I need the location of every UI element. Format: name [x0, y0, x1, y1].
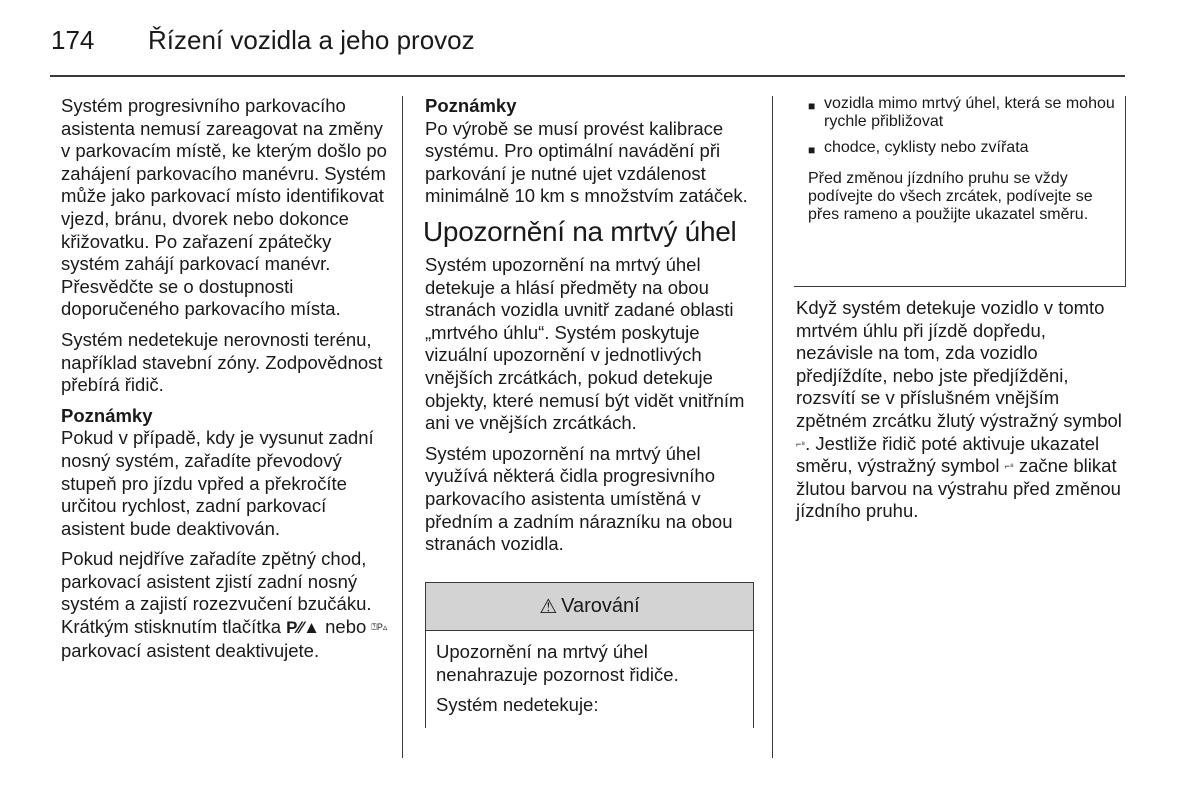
note-text: Pokud v případě, kdy je vysunut zadní nosný systém, zařadíte převodový stupeň pro jízdu vpřed a překročíte určitou rychlost, zadní parkovací asistent bude deaktivován.	[61, 427, 374, 539]
warning-body	[426, 631, 753, 717]
paragraph	[796, 297, 1126, 523]
column-divider-right	[772, 96, 773, 758]
column-left	[61, 95, 391, 670]
paragraph: Systém upozornění na mrtvý úhel detekuje a hlásí předměty na obou stranách vozidla uvnitř zadané oblasti „mrtvého úhlu“. Systém poskytuje vizuální upozornění v jednotlivých vnějších zrcátkách, pokud detekuje objekty, které nemusí být vidět vnitřním ani ve vnějších zrcátkách.	[425, 253, 745, 434]
page-number: 174	[51, 25, 95, 55]
blind-spot-symbol-icon: ⌐⁸	[796, 438, 806, 449]
warning-text: Upozornění na mrtvý úhel nenahrazuje pozornost řidiče.	[436, 641, 679, 685]
warning-triangle-icon: ⚠	[539, 596, 558, 618]
paragraph-text: parkovací asistent deaktivujete.	[61, 639, 320, 661]
paragraph-text: začne blikat žlutou barvou na výstrahu před změnou jízdního pruhu.	[796, 455, 1121, 522]
bullet-icon: ■	[808, 99, 816, 113]
chapter-title: Řízení vozidla a jeho provoz	[148, 25, 475, 55]
note-title: Poznámky	[425, 95, 517, 116]
list-item	[808, 139, 1126, 162]
page-header	[0, 0, 1200, 80]
warning-text: Systém nedetekuje:	[436, 694, 599, 716]
blind-spot-symbol-icon: ⌐⁸	[1004, 461, 1014, 472]
list-item	[808, 95, 1126, 131]
warning-continuation	[796, 95, 1126, 232]
column-divider-left	[402, 96, 403, 758]
note-title: Poznámky	[61, 404, 153, 426]
list-item-text: vozidla mimo mrtvý úhel, která se mohou rychle přibližovat	[824, 95, 1115, 130]
header-divider	[50, 75, 1125, 77]
column-right	[796, 297, 1126, 531]
paragraph	[61, 548, 391, 662]
paragraph: Systém nedetekuje nerovnosti terénu, například stavební zóny. Zodpovědnost přebírá řidič.	[61, 328, 383, 396]
paragraph-text: Když systém detekuje vozidlo v tomto mrtvém úhlu při jízdě dopředu, nezávisle na tom, zda vozidlo předjíždíte, nebo jste předjížděni, rozsvítí se v příslušném vnějším zpětném zrcátku žlutý výstražný symbol	[796, 297, 1122, 431]
paragraph: Systém upozornění na mrtvý úhel využívá některá čidla progresivního parkovacího asistenta umístěná v předním a zadním nárazníku na obou stranách vozidla.	[425, 442, 733, 555]
paragraph-text: nebo	[325, 616, 367, 638]
bullet-icon: ■	[808, 143, 816, 157]
warning-box	[425, 582, 754, 728]
warning-title: Varování	[561, 595, 640, 617]
column-middle	[425, 95, 755, 564]
note-text: Po výrobě se musí provést kalibrace systému. Pro optimální navádění při parkování je nutné ujet vzdálenost minimálně 10 km s množstvím zatáček.	[425, 117, 748, 207]
list-item-text: chodce, cyklisty nebo zvířata	[824, 139, 1029, 156]
parking-assist-button-icon: P⁄⁄▲	[286, 618, 320, 638]
section-title: Upozornění na mrtvý úhel	[423, 215, 737, 247]
paragraph-text: . Jestliže řidič poté aktivuje ukazatel směru, výstražný symbol	[796, 432, 1100, 477]
paragraph-text: Pokud nejdříve zařadíte zpětný chod, parkovací asistent zjistí zadní nosný systém a zajistí rozezvučení bzučáku. Krátkým stisknutím tlačítka	[61, 548, 372, 638]
parking-assist-alt-icon: ⍰P▵	[371, 622, 388, 633]
warning-text: Před změnou jízdního pruhu se vždy podívejte do všech zrcátek, podívejte se přes rameno a použijte ukazatel směru.	[808, 169, 1093, 223]
warning-header	[426, 583, 753, 631]
paragraph: Systém progresivního parkovacího asistenta nemusí zareagovat na změny v parkovacím místě, ke kterým došlo po zahájení parkovacího manévru. Systém může jako parkovací místo identifikovat vjezd, bránu, dvorek nebo dokonce křižovatku. Po zařazení zpátečky systém zahájí parkovací manévr. Přesvědčte se o dostupnosti doporučeného parkovacího místa.	[61, 95, 387, 320]
